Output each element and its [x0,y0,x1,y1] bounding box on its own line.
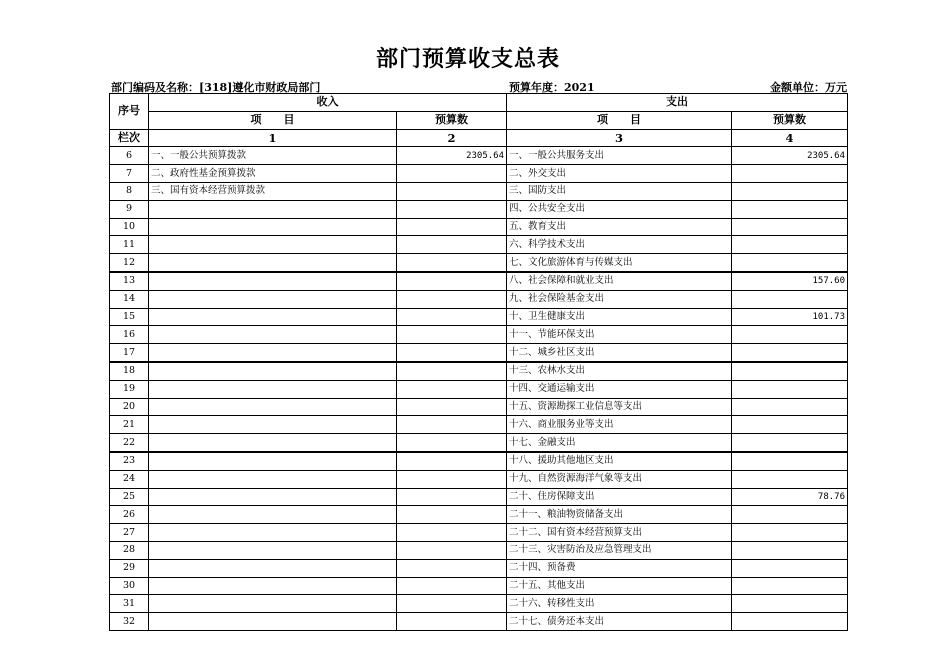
page-title: 部门预算收支总表 [375,46,560,72]
expense-item-cell: 二十、住房保障支出 [507,488,732,506]
income-item-cell [149,452,397,470]
expense-amount-cell [732,541,848,559]
table-row [110,147,848,165]
expense-item-cell: 一、一般公共服务支出 [507,147,732,165]
table-row [110,290,848,308]
income-item-cell [149,398,397,416]
expense-item-cell: 十九、自然资源海洋气象等支出 [507,470,732,488]
row-number: 11 [110,236,149,254]
row-number: 27 [110,524,149,542]
header-row-sections [110,94,848,112]
income-budget-header: 预算数 [397,111,507,129]
income-item-cell [149,506,397,524]
income-item-cell [149,470,397,488]
income-amount-cell [397,200,507,218]
expense-amount-cell [732,254,848,272]
row-number: 22 [110,434,149,452]
income-amount-cell [397,559,507,577]
expense-amount-cell [732,559,848,577]
row-number: 18 [110,362,149,380]
expense-item-cell: 二十六、转移性支出 [507,595,732,613]
income-item-cell [149,524,397,542]
expense-item-header: 项 目 [507,111,732,129]
row-number: 15 [110,308,149,326]
table-row [110,559,848,577]
row-number: 16 [110,326,149,344]
row-number: 7 [110,165,149,183]
income-item-cell [149,290,397,308]
expense-item-cell: 十四、交通运输支出 [507,380,732,398]
expense-amount-cell [732,416,848,434]
table-row [110,416,848,434]
income-item-cell [149,434,397,452]
row-number: 14 [110,290,149,308]
expense-amount-cell [732,326,848,344]
col-number-4: 4 [732,129,848,147]
amount-unit-label: 金额单位：万元 [770,81,847,94]
expense-item-cell: 十一、节能环保支出 [507,326,732,344]
table-row [110,524,848,542]
header-row-columns [110,111,848,129]
table-row [110,308,848,326]
row-number: 12 [110,254,149,272]
income-amount-cell [397,182,507,200]
expense-amount-cell [732,613,848,631]
col-number-1: 1 [149,129,397,147]
expense-amount-cell [732,362,848,380]
expense-amount-cell [732,452,848,470]
expense-amount-cell [732,344,848,362]
expense-item-cell: 十六、商业服务业等支出 [507,416,732,434]
income-amount-cell [397,218,507,236]
expense-item-cell: 八、社会保障和就业支出 [507,272,732,290]
expense-item-cell: 二十二、国有资本经营预算支出 [507,524,732,542]
row-number: 6 [110,147,149,165]
income-amount-cell [397,416,507,434]
income-item-cell [149,362,397,380]
income-amount-cell [397,254,507,272]
table-row [110,236,848,254]
table-row [110,200,848,218]
table-row [110,470,848,488]
table-row [110,488,848,506]
income-item-header: 项 目 [149,111,397,129]
row-number: 8 [110,182,149,200]
income-amount-cell [397,524,507,542]
income-item-cell [149,595,397,613]
row-number: 29 [110,559,149,577]
expense-item-cell: 三、国防支出 [507,182,732,200]
expense-amount-cell: 101.73 [732,308,848,326]
expense-item-cell: 九、社会保险基金支出 [507,290,732,308]
income-amount-cell [397,595,507,613]
income-item-cell [149,541,397,559]
expense-amount-cell [732,290,848,308]
income-item-cell [149,344,397,362]
income-item-cell [149,272,397,290]
column-number-row [110,129,848,147]
expense-amount-cell: 157.60 [732,272,848,290]
table-row [110,165,848,183]
income-amount-cell [397,577,507,595]
row-number: 26 [110,506,149,524]
income-amount-cell [397,470,507,488]
expense-amount-cell: 2305.64 [732,147,848,165]
income-amount-cell [397,290,507,308]
income-item-cell: 一、一般公共预算拨款 [149,147,397,165]
expense-amount-cell [732,380,848,398]
col-number-2: 2 [397,129,507,147]
row-number: 10 [110,218,149,236]
table-row [110,218,848,236]
income-amount-cell: 2305.64 [397,147,507,165]
income-amount-cell [397,236,507,254]
row-number: 24 [110,470,149,488]
expense-budget-header: 预算数 [732,111,848,129]
row-number: 19 [110,380,149,398]
expense-amount-cell [732,200,848,218]
income-amount-cell [397,308,507,326]
income-amount-cell [397,488,507,506]
lanci-label: 栏次 [110,129,149,147]
table-row [110,362,848,380]
expense-amount-cell [732,506,848,524]
expense-item-cell: 十二、城乡社区支出 [507,344,732,362]
expense-amount-cell [732,165,848,183]
expense-item-cell: 十五、资源勘探工业信息等支出 [507,398,732,416]
expense-item-cell: 五、教育支出 [507,218,732,236]
row-number: 28 [110,541,149,559]
table-row [110,506,848,524]
income-amount-cell [397,541,507,559]
income-amount-cell [397,434,507,452]
table-row [110,434,848,452]
expense-item-cell: 二十七、债务还本支出 [507,613,732,631]
income-item-cell [149,236,397,254]
table-row [110,398,848,416]
table-row [110,272,848,290]
table-row [110,182,848,200]
row-number: 21 [110,416,149,434]
expense-amount-cell [732,434,848,452]
department-label: 部门编码及名称：[318]遵化市财政局部门 [111,81,321,94]
expense-amount-cell [732,218,848,236]
income-amount-cell [397,362,507,380]
expense-item-cell: 十七、金融支出 [507,434,732,452]
expense-item-cell: 六、科学技术支出 [507,236,732,254]
expense-amount-cell [732,398,848,416]
table-row [110,541,848,559]
expense-amount-cell [732,595,848,613]
table-row [110,344,848,362]
row-number: 30 [110,577,149,595]
row-number: 25 [110,488,149,506]
row-number: 9 [110,200,149,218]
expense-amount-cell [732,182,848,200]
row-number: 32 [110,613,149,631]
expense-item-cell: 四、公共安全支出 [507,200,732,218]
income-amount-cell [397,380,507,398]
row-number: 20 [110,398,149,416]
expense-amount-cell [732,524,848,542]
expense-item-cell: 二十五、其他支出 [507,577,732,595]
income-item-cell [149,613,397,631]
expense-item-cell: 二十一、粮油物资储备支出 [507,506,732,524]
expense-item-cell: 十、卫生健康支出 [507,308,732,326]
income-amount-cell [397,272,507,290]
table-row [110,577,848,595]
income-item-cell [149,577,397,595]
income-item-cell [149,559,397,577]
income-item-cell [149,416,397,434]
income-amount-cell [397,613,507,631]
income-amount-cell [397,452,507,470]
row-number: 17 [110,344,149,362]
expense-item-cell: 七、文化旅游体育与传媒支出 [507,254,732,272]
table-row [110,595,848,613]
income-item-cell [149,488,397,506]
income-item-cell: 二、政府性基金预算拨款 [149,165,397,183]
expense-item-cell: 十三、农林水支出 [507,362,732,380]
expense-item-cell: 二十四、预备费 [507,559,732,577]
income-amount-cell [397,398,507,416]
table-row [110,380,848,398]
expense-header: 支出 [507,94,848,112]
table-row [110,254,848,272]
col-number-3: 3 [507,129,732,147]
income-amount-cell [397,506,507,524]
income-item-cell: 三、国有资本经营预算拨款 [149,182,397,200]
expense-item-cell: 十八、援助其他地区支出 [507,452,732,470]
income-item-cell [149,254,397,272]
expense-amount-cell [732,577,848,595]
expense-item-cell: 二、外交支出 [507,165,732,183]
table-row [110,452,848,470]
income-item-cell [149,308,397,326]
income-item-cell [149,218,397,236]
row-number: 31 [110,595,149,613]
income-amount-cell [397,326,507,344]
budget-year-label: 预算年度：2021 [509,81,595,94]
expense-amount-cell [732,236,848,254]
income-amount-cell [397,165,507,183]
row-number: 23 [110,452,149,470]
row-number: 13 [110,272,149,290]
income-amount-cell [397,344,507,362]
income-header: 收入 [149,94,507,112]
expense-amount-cell: 78.76 [732,488,848,506]
expense-item-cell: 二十三、灾害防治及应急管理支出 [507,541,732,559]
expense-amount-cell [732,470,848,488]
income-item-cell [149,200,397,218]
income-item-cell [149,326,397,344]
budget-summary-table [109,93,848,631]
table-row [110,326,848,344]
table-row [110,613,848,631]
income-item-cell [149,380,397,398]
seq-header: 序号 [110,94,149,130]
